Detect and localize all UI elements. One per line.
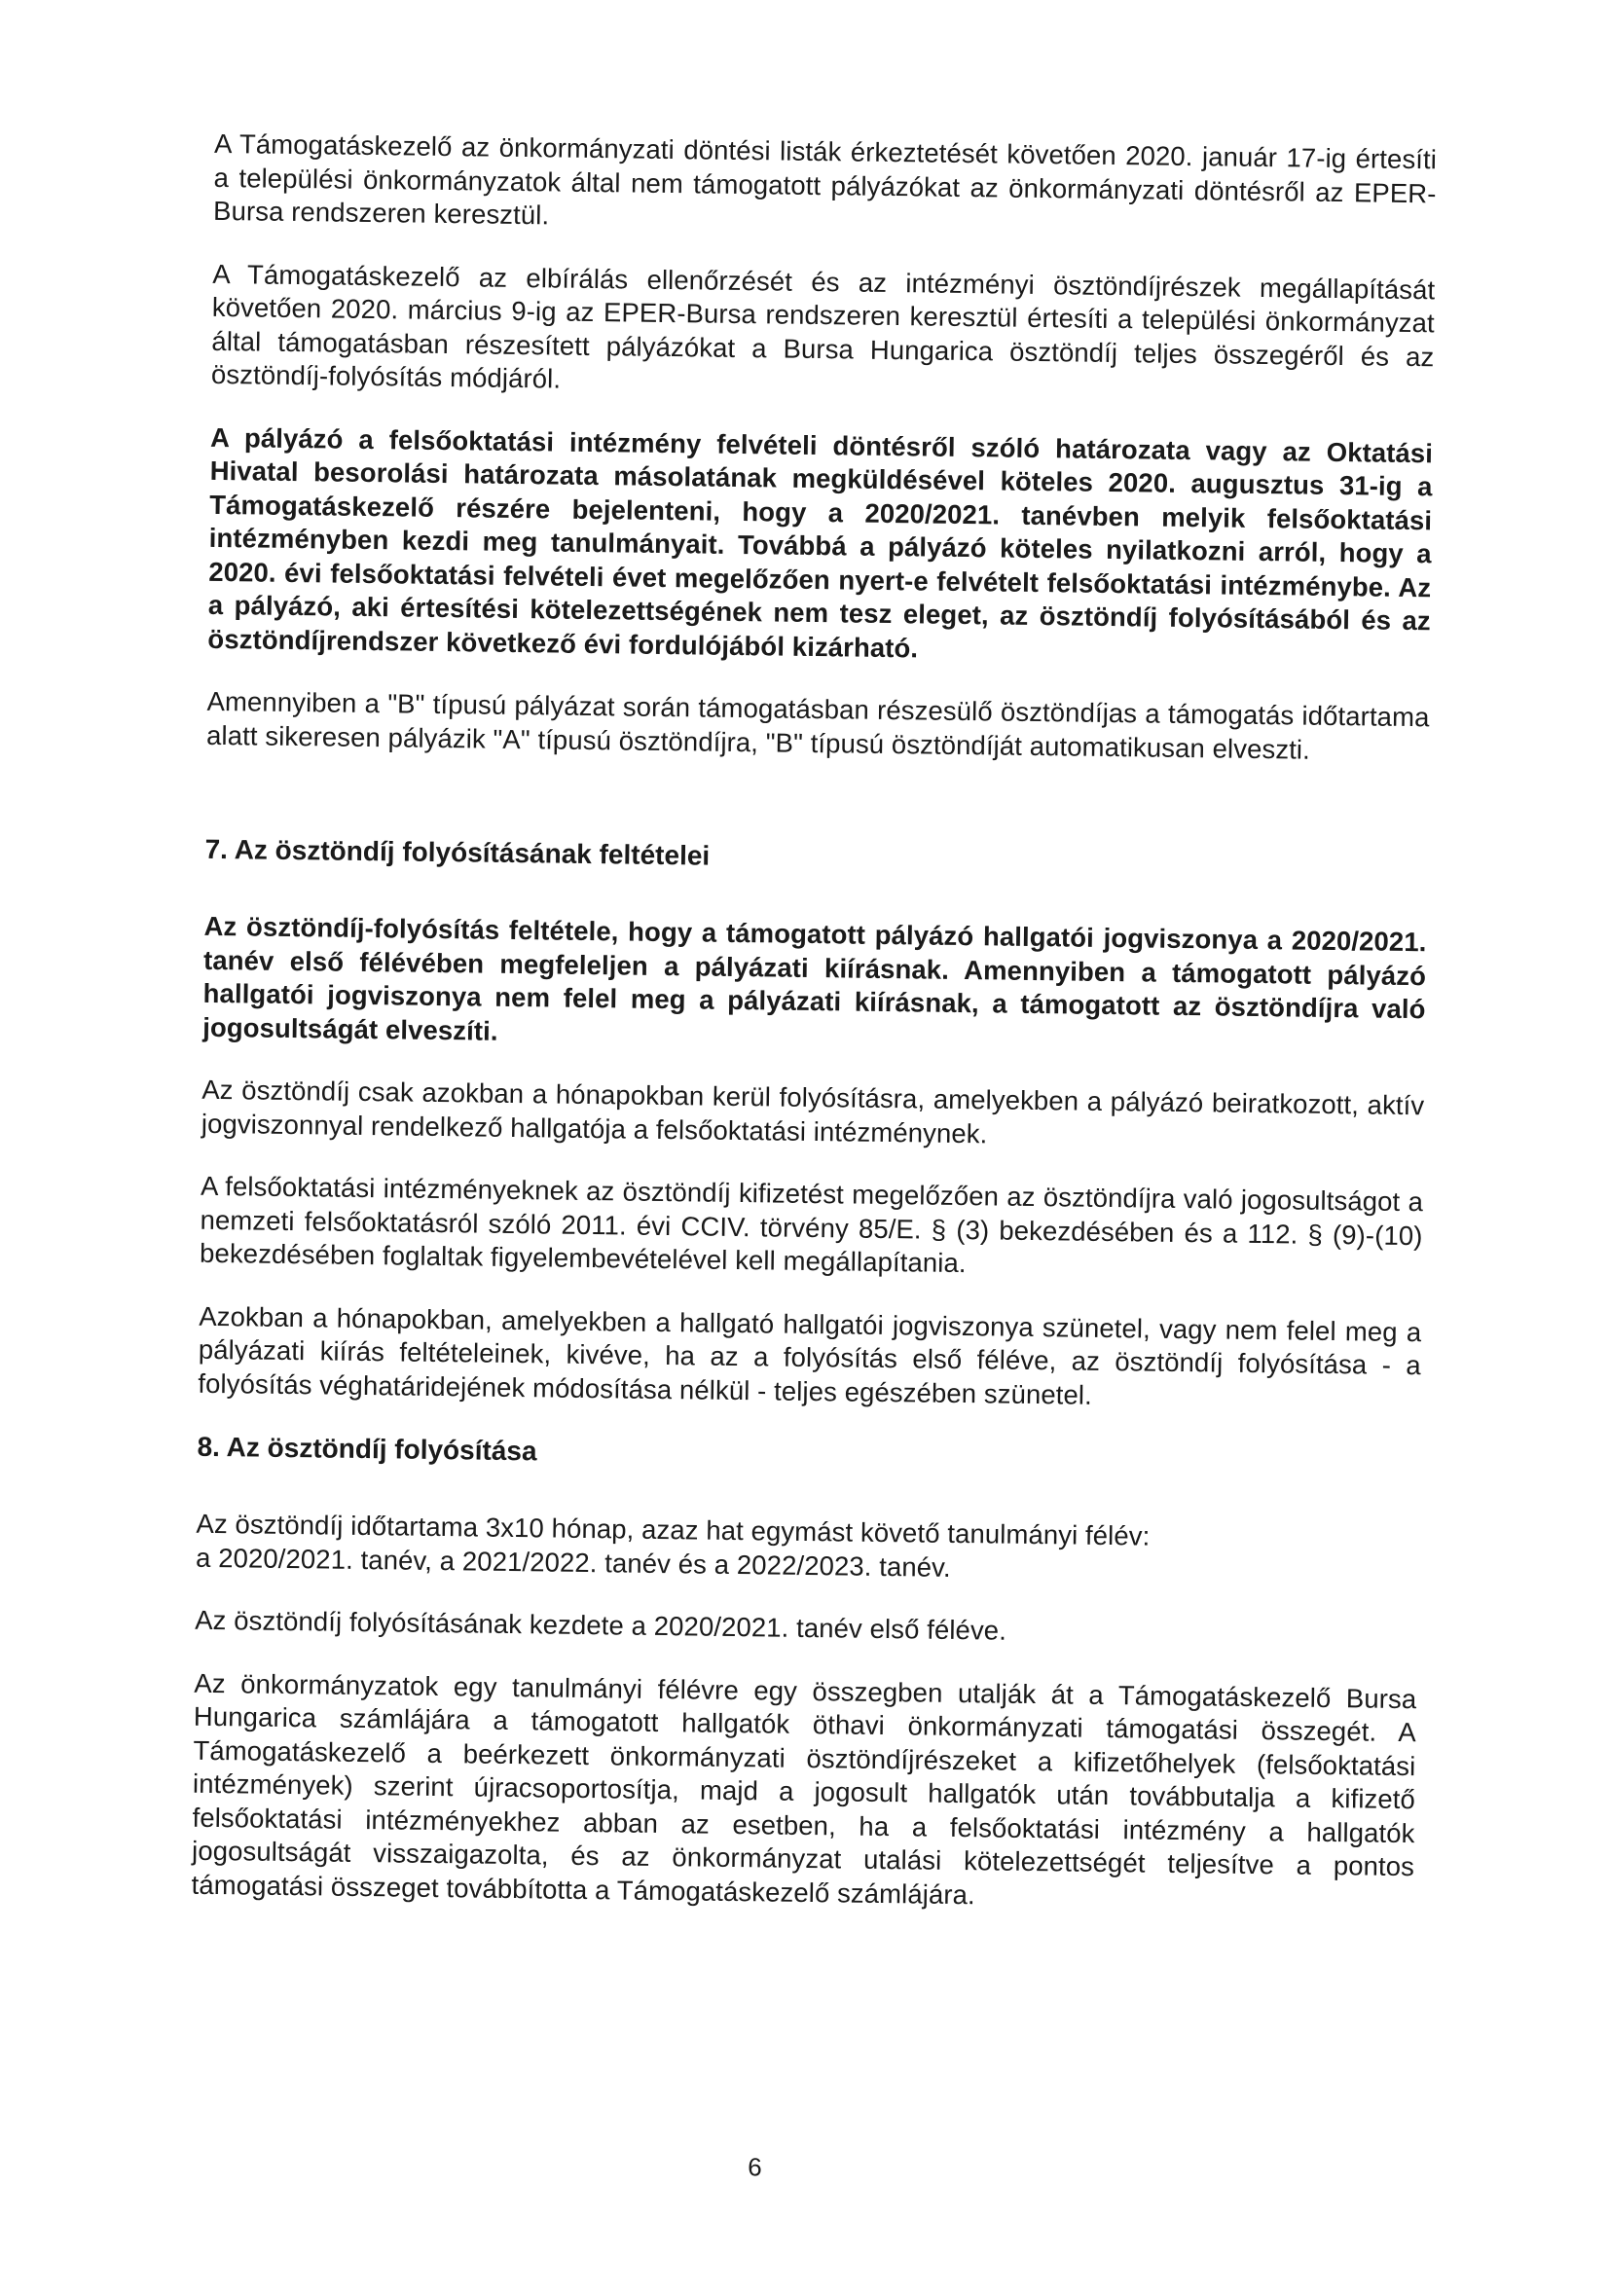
duration-line-2: a 2020/2021. tanév, a 2021/2022. tanév és a 2022/2023. tanév. bbox=[195, 1542, 951, 1583]
duration-line-1: Az ösztöndíj időtartama 3x10 hónap, azaz hat egymást követő tanulmányi félév: bbox=[196, 1508, 1151, 1551]
paragraph-rejection-notice: A Támogatáskezelő az önkormányzati döntési listák érkeztetését követően 2020. január 17-ig értesíti a települési önkormányzatok által nem támogatott pályázókat az önkormányzati döntésről az EPER-Bursa rendszeren keresztül. bbox=[212, 128, 1438, 231]
section-7-paragraph-months: Az ösztöndíj csak azokban a hónapokban kerül folyósításra, amelyekben a pályázó beiratkozott, aktív jogviszonnyal rendelkező hallgatója a felsőoktatási intézménynek. bbox=[201, 1074, 1425, 1148]
page-number: 6 bbox=[747, 2152, 762, 2182]
section-8-heading: 8. Az ösztöndíj folyósítása bbox=[197, 1431, 537, 1467]
section-8-paragraph-start: Az ösztöndíj folyósításának kezdete a 2020/2021. tanév első féléve. bbox=[195, 1604, 1007, 1646]
section-8-paragraph-duration bbox=[196, 1508, 1419, 1590]
section-8-paragraph-transfer: Az önkormányzatok egy tanulmányi félévre egy összegben utalják át a Támogatáskezelő Bursa Hungarica számlájára a támogatott hallgatók öthavi önkormányzati támogatási összegét. A Támogatáskezelő a beérkezett önkormányzati ösztöndíjrészeket a kifizetőhelyek (felsőoktatási intézmények) szerint újracsoportosítja, majd a jogosult hallgatók után továbbutalja a kifizető felsőoktatási intézményekhez abban az esetben, ha a felsőoktatási intézmény a hallgatók jogosultságát visszaigazolta, és az önkormányzat utalási kötelezettségét teljesítve a pontos támogatási összeget továbbította a Támogatáskezelő számlájára. bbox=[191, 1667, 1417, 1910]
section-7-heading: 7. Az ösztöndíj folyósításának feltételei bbox=[204, 833, 711, 871]
paragraph-applicant-obligation: A pályázó a felsőoktatási intézmény felvételi döntésről szóló határozata vagy az Oktatási Hivatal besorolási határozata másolatának megküldésével köteles 2020. augusztus 31-ig a Támogatáskezelő részére bejelenteni, hogy a 2020/2021. tanévben melyik felsőoktatási intézményben kezdi meg tanulmányait. Továbbá a pályázó köteles nyilatkozni arról, hogy a 2020. évi felsőoktatási felvételi évet megelőzően nyert-e felvételt felsőoktatási intézménybe. Az a pályázó, aki értesítési kötelezettségének nem tesz eleget, az ösztöndíj folyósításából és az ösztöndíjrendszer következő évi fordulójából kizárható. bbox=[207, 421, 1434, 663]
section-7-paragraph-suspension: Azokban a hónapokban, amelyekben a hallgató hallgatói jogviszonya szünetel, vagy nem felel meg a pályázati kiírás feltételeinek, kivéve, ha az a folyósítás első féléve, az ösztöndíj folyósítása - a folyósítás véghatáridejének módosítása nélkül - teljes egészében szünetel. bbox=[198, 1300, 1422, 1410]
paragraph-approval-notice: A Támogatáskezelő az elbírálás ellenőrzését és az intézményi ösztöndíjrészek megállapítását követően 2020. március 9-ig az EPER-Bursa rendszeren keresztül értesíti a települési önkormányzat által támogatásban részesített pályázókat a Bursa Hungarica ösztöndíj teljes összegéről és az ösztöndíj-folyósítás módjáról. bbox=[210, 258, 1436, 394]
paragraph-type-b-loss: Amennyiben a "B" típusú pályázat során támogatásban részesülő ösztöndíjas a támogatás időtartama alatt sikeresen pályázik "A" típusú ösztöndíjra, "B" típusú ösztöndíját automatikusan elveszti. bbox=[205, 685, 1430, 765]
section-7-paragraph-condition: Az ösztöndíj-folyósítás feltétele, hogy a támogatott pályázó hallgatói jogviszonya a 2020/2021. tanév első félévében megfeleljen a pályázati kiírásnak. Amennyiben a támogatott pályázó hallgatói jogviszonya nem felel meg a pályázati kiírásnak, a támogatott az ösztöndíjra való jogosultságát elveszíti. bbox=[202, 910, 1427, 1046]
section-7-paragraph-eligibility: A felsőoktatási intézményeknek az ösztöndíj kifizetést megelőzően az ösztöndíjra való jogosultságot a nemzeti felsőoktatásról szóló 2011. évi CCIV. törvény 85/E. § (3) bekezdésében és a 112. § (9)-(10) bekezdésében foglaltak figyelembevételével kell megállapítania. bbox=[199, 1170, 1424, 1279]
